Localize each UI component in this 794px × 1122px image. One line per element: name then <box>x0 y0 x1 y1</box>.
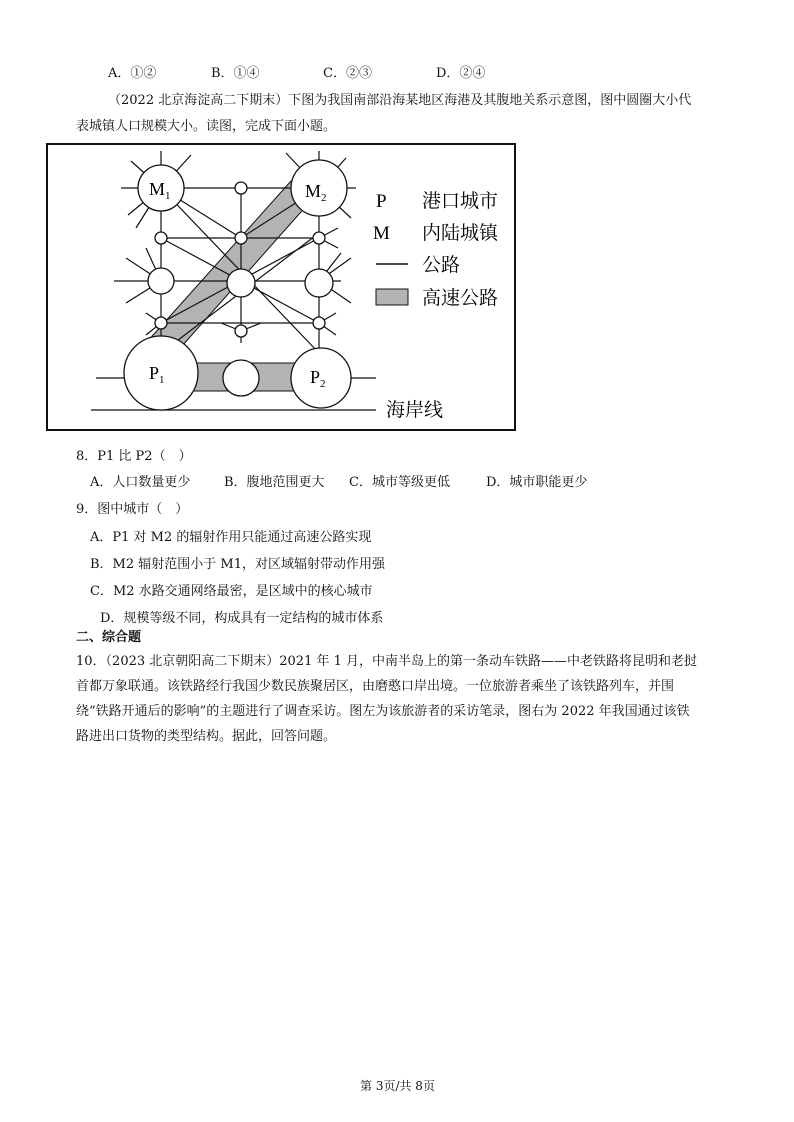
legend-road-text: 公路 <box>422 255 461 276</box>
label-p2: $P_2$ <box>310 367 326 390</box>
q10-line-2: 首都万象联通。该铁路经行我国少数民族聚居区，由磨憨口岸出境。一位旅游者乘坐了该铁路列车，并围 <box>76 679 675 694</box>
q9-stem: 9．图中城市（ ） <box>76 502 189 517</box>
town-medium <box>148 268 174 294</box>
section-title: 二、综合题 <box>76 630 142 645</box>
q7-option-c: C．②③ <box>323 66 372 81</box>
label-m2: $M_2$ <box>305 181 327 204</box>
q7-option-b: B．①④ <box>211 66 260 81</box>
legend-highway-swatch <box>376 289 408 305</box>
q8-stem: 8．P1 比 P2（ ） <box>76 449 192 464</box>
q10-line-1: 10．（2023 北京朝阳高二下期末）2021 年 1 月，中南半岛上的第一条动车铁路——中老铁路将昆明和老挝 <box>76 654 698 669</box>
port-hinterland-diagram <box>46 143 516 431</box>
town-between-ports <box>223 360 259 396</box>
intro-line-2: 表城镇人口规模大小。读图，完成下面小题。 <box>76 119 337 134</box>
q8-option-b: B．腹地范围更大 <box>224 475 325 490</box>
town-small <box>313 317 325 329</box>
legend-p-key: P <box>376 191 387 212</box>
page-number: 第 3页/共 8页 <box>360 1079 435 1093</box>
city-p1 <box>124 336 198 410</box>
town-small <box>155 232 167 244</box>
town-small <box>235 182 247 194</box>
town-small <box>313 232 325 244</box>
q7-option-a: A．①② <box>108 66 157 81</box>
q9-option-c: C．M2 水路交通网络最密，是区域中的核心城市 <box>90 584 373 599</box>
town-medium <box>227 269 255 297</box>
town-medium <box>305 269 333 297</box>
q8-option-a: A．人口数量更少 <box>90 475 191 490</box>
legend-p-text: 港口城市 <box>422 191 499 212</box>
q8-option-c: C．城市等级更低 <box>349 475 450 490</box>
town-small <box>155 317 167 329</box>
q9-option-a: A．P1 对 M2 的辐射作用只能通过高速公路实现 <box>90 530 372 545</box>
town-small <box>235 232 247 244</box>
coastline-label: 海岸线 <box>386 400 444 421</box>
legend-m-key: M <box>373 223 390 244</box>
legend-m-text: 内陆城镇 <box>422 223 499 244</box>
town-small <box>235 325 247 337</box>
q9-option-d: D．规模等级不同，构成具有一定结构的城市体系 <box>100 611 384 626</box>
q7-option-d: D．②④ <box>436 66 486 81</box>
q10-line-3: 绕“铁路开通后的影响”的主题进行了调查采访。图左为该旅游者的采访笔录，图右为 2022 年我国通过该铁 <box>76 704 690 719</box>
label-m1: $M_1$ <box>149 179 171 202</box>
label-p1: $P_1$ <box>149 363 165 386</box>
intro-line-1: （2022 北京海淀高二下期末）下图为我国南部沿海某地区海港及其腹地关系示意图，图中圆圈大小代 <box>108 93 692 108</box>
q9-option-b: B．M2 辐射范围小于 M1，对区域辐射带动作用强 <box>90 557 385 572</box>
q8-option-d: D．城市职能更少 <box>486 475 588 490</box>
q10-line-4: 路进出口货物的类型结构。据此，回答问题。 <box>76 729 337 744</box>
legend-highway-text: 高速公路 <box>422 288 499 309</box>
